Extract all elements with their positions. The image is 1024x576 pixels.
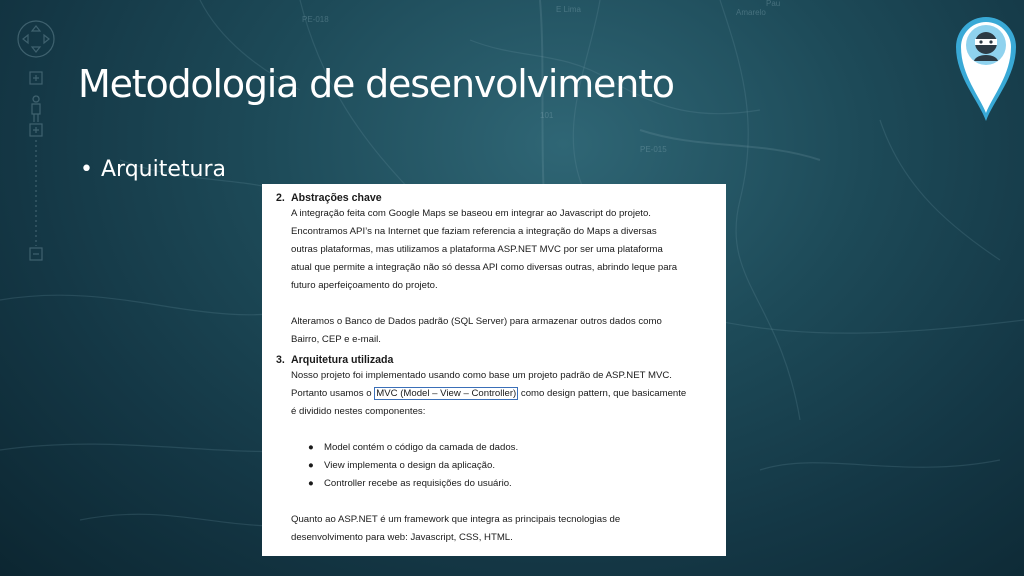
location-pin-icon xyxy=(953,9,1019,123)
text-line: Bairro, CEP e e-mail. xyxy=(291,334,381,345)
road-label-1: PE-018 xyxy=(302,15,329,24)
text-line: atual que permite a integração não só dessa API como diversas outras, abrindo leque para xyxy=(291,262,678,273)
bullet-marker: • xyxy=(80,157,93,182)
list-item xyxy=(308,457,702,475)
list-item xyxy=(308,475,702,493)
bullet-text: Arquitetura xyxy=(100,157,226,182)
list-bullet: ● xyxy=(308,442,314,453)
list-bullet: ● xyxy=(308,478,314,489)
section-2-paragraph xyxy=(291,205,702,349)
pegman-icon xyxy=(32,96,40,122)
section-3-number: 3. xyxy=(276,354,285,366)
road-label-3: PE-015 xyxy=(640,145,667,154)
map-label-2: Pau xyxy=(766,0,781,8)
section-2-title: Abstrações chave xyxy=(291,192,382,204)
text-line: Nosso projeto foi implementado usando como base um projeto padrão de ASP.NET MVC. xyxy=(291,370,672,381)
road-label-2: 101 xyxy=(540,111,554,120)
text-line: outras plataformas, mas utilizamos a plataforma ASP.NET MVC por ser uma plataforma xyxy=(291,244,663,255)
list-item-text: View implementa o design da aplicação. xyxy=(324,460,496,471)
text-line: futuro aperfeiçoamento do projeto. xyxy=(291,280,438,291)
text-line: A integração feita com Google Maps se baseou em integrar ao Javascript do projeto. xyxy=(291,208,651,219)
text-line xyxy=(291,385,702,403)
text-line: é dividido nestes componentes: xyxy=(291,406,426,417)
section-2-number: 2. xyxy=(276,192,285,204)
list-item xyxy=(308,439,702,457)
section-3-heading xyxy=(276,353,702,367)
text-line: Encontramos API’s na Internet que faziam referencia a integração do Maps a diversas xyxy=(291,226,657,237)
list-item-text: Model contém o código da camada de dados. xyxy=(324,442,519,453)
map-label-3: Amarelo xyxy=(736,8,766,17)
document-image xyxy=(262,184,726,556)
section-3-title: Arquitetura utilizada xyxy=(291,354,394,366)
list-bullet: ● xyxy=(308,460,314,471)
section-2-heading xyxy=(276,191,702,205)
section-3-paragraph xyxy=(291,367,702,421)
slide-bullet xyxy=(80,157,226,182)
text-line: desenvolvimento para web: Javascript, CSS, HTML. xyxy=(291,532,513,543)
map-label-1: E Lima xyxy=(556,5,581,14)
conclusion-paragraph xyxy=(291,511,702,547)
text-span: Portanto usamos o xyxy=(291,388,372,399)
text-line: Alteramos o Banco de Dados padrão (SQL Server) para armazenar outros dados como xyxy=(291,316,662,327)
highlighted-mvc-text: MVC (Model – View – Controller) xyxy=(376,388,517,399)
text-line: Quanto ao ASP.NET é um framework que integra as principais tecnologias de xyxy=(291,514,621,525)
list-item-text: Controller recebe as requisições do usuário. xyxy=(324,478,512,489)
text-span: como design pattern, que basicamente xyxy=(520,388,687,399)
pan-arrows-icon xyxy=(23,26,49,52)
slide-title: Metodologia de desenvolvimento xyxy=(78,62,674,106)
